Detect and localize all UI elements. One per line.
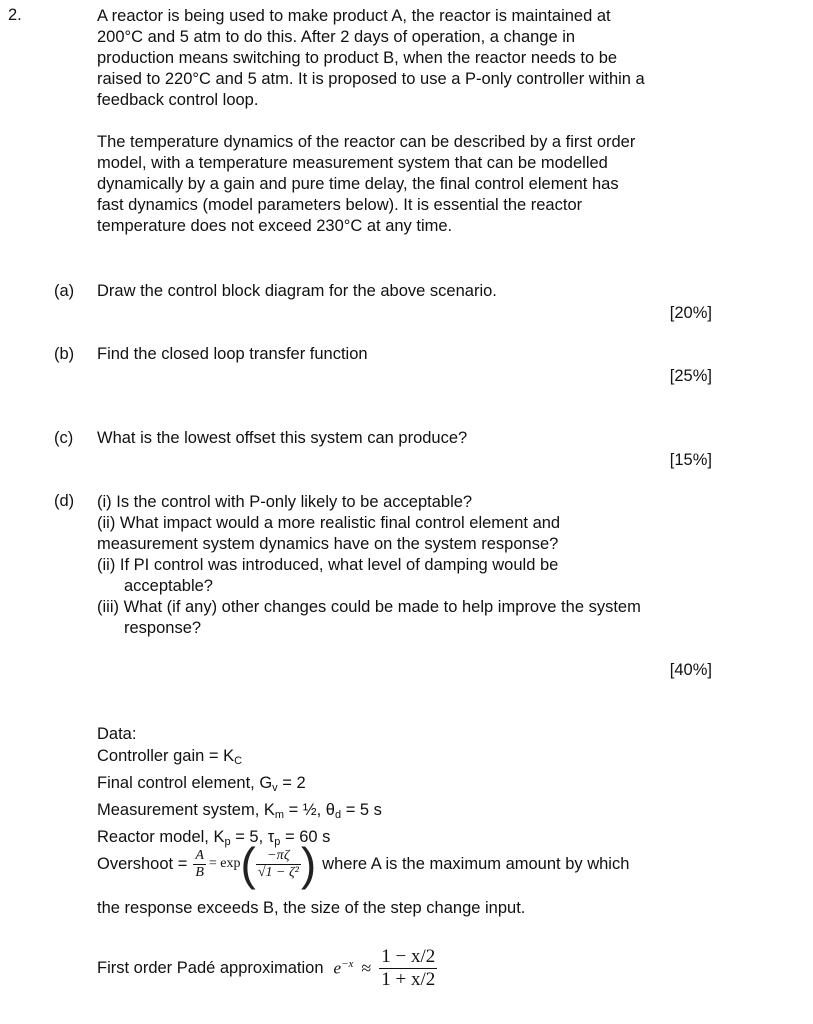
final-control-line: Final control element, $G_v = 2$ (97, 774, 306, 794)
part-d-line: response? (124, 619, 202, 637)
part-d-line: (ii) What impact would a more realistic final control element and (97, 514, 561, 532)
data-section (97, 723, 382, 853)
overshoot-exponent: $\frac{-\pi\zeta}{\text{√1 − ζ²}}$ (257, 847, 299, 880)
part-d-label: (d) (54, 492, 75, 510)
pade-formula (97, 932, 437, 1004)
dynamics-line: The temperature dynamics of the reactor can be described by a first order (97, 133, 636, 151)
intro-line: feedback control loop. (97, 91, 259, 109)
intro-paragraph (97, 6, 737, 111)
part-d-line: acceptable? (124, 577, 213, 595)
part-d-line: (i) Is the control with P-only likely to be acceptable? (97, 493, 473, 511)
intro-line: A reactor is being used to make product A, the reactor is maintained at (97, 7, 611, 25)
overshoot-description-cont: the response exceeds B, the size of the step change input. (97, 899, 526, 917)
dynamics-line: model, with a temperature measurement system that can be modelled (97, 154, 608, 172)
pade-fraction: $\frac{1 - x/2}{1 + x/2}$ (381, 945, 436, 990)
part-d-line: (ii) If PI control was introduced, what level of damping would be (97, 556, 559, 574)
part-a-label: (a) (54, 282, 75, 300)
pade-label: First order Padé approximation (97, 958, 324, 977)
intro-line: raised to 220°C and 5 atm. It is proposed to use a P-only controller within a (97, 70, 645, 88)
part-b-marks: [25%] (669, 367, 712, 385)
part-b-text: Find the closed loop transfer function (97, 345, 368, 363)
part-d-line: (iii) What (if any) other changes could be made to help improve the system (97, 598, 641, 616)
controller-gain-line: Controller gain = $K_C$ (97, 747, 243, 767)
part-a-text: Draw the control block diagram for the above scenario. (97, 282, 497, 300)
part-c-marks: [15%] (669, 451, 712, 469)
dynamics-line: fast dynamics (model parameters below). It is essential the reactor (97, 196, 583, 214)
data-heading: Data: (97, 725, 137, 743)
part-c-text: What is the lowest offset this system can produce? (97, 429, 468, 447)
pade-lhs: $e^{-x}$ (333, 957, 354, 978)
part-c-label: (c) (54, 429, 74, 447)
pade-approx-sign: ≈ (361, 957, 372, 978)
overshoot-description: where A is the maximum amount by which (322, 854, 630, 873)
part-d-line: measurement system dynamics have on the system response? (97, 535, 559, 553)
dynamics-line: dynamically by a gain and pure time delay, the final control element has (97, 175, 619, 193)
question-number: 2. (8, 6, 22, 24)
overshoot-label: Overshoot = (97, 854, 188, 873)
part-a-marks: [20%] (669, 304, 712, 322)
overshoot-exp: = exp (208, 856, 241, 871)
intro-line: production means switching to product B, when the reactor needs to be (97, 49, 618, 67)
reactor-line: Reactor model, $K_p = 5$, $\tau_p = 60$ s (97, 828, 331, 848)
measurement-line: Measurement system, $K_m$ = ½, $\theta_d = 5$ s (97, 801, 382, 821)
dynamics-paragraph (97, 132, 737, 237)
dynamics-line: temperature does not exceed 230°C at any time. (97, 217, 453, 235)
part-b-label: (b) (54, 345, 75, 363)
part-d-marks: [40%] (669, 661, 712, 679)
overshoot-formula: Overshoot = $\frac{A}{B}$ = exp ( $\frac{-\pi\zeta}{\text{√1 − ζ²}}$ ) where A is the maximum amount by which (97, 838, 630, 890)
overshoot-ratio: $\frac{A}{B}$ (195, 847, 204, 880)
part-d-text (97, 492, 737, 639)
intro-line: 200°C and 5 atm to do this. After 2 days of operation, a change in (97, 28, 576, 46)
